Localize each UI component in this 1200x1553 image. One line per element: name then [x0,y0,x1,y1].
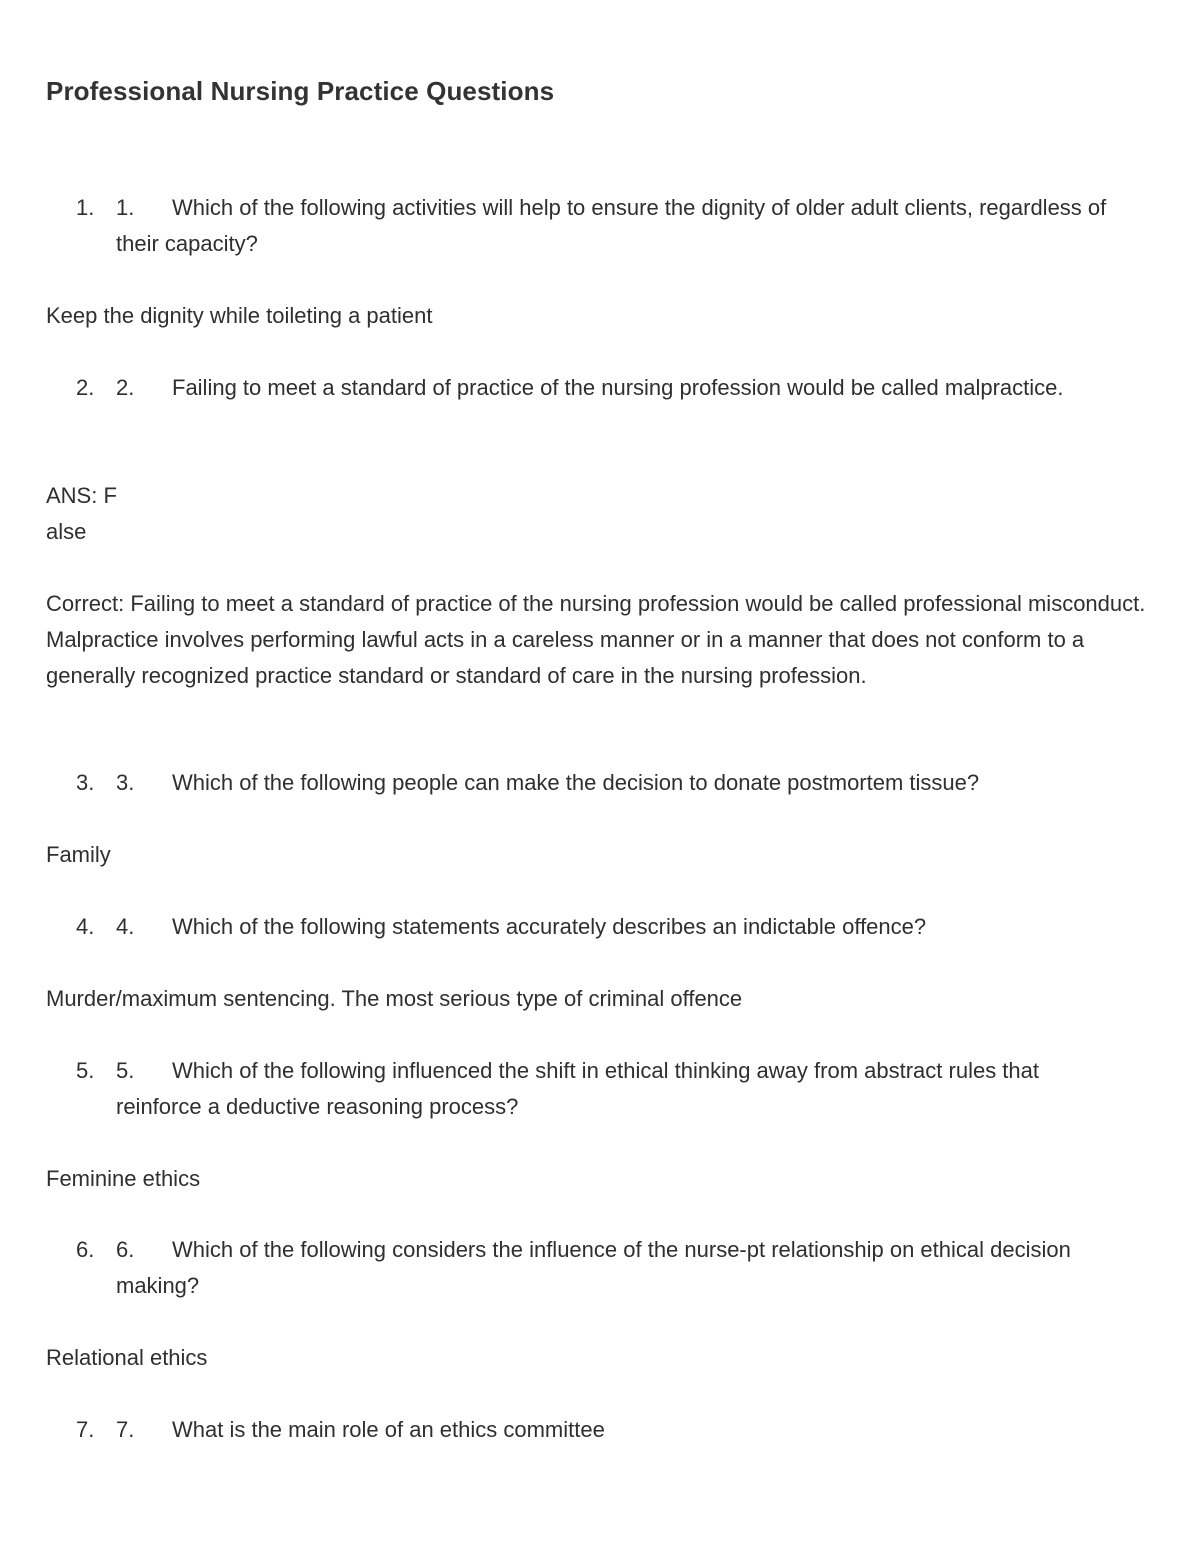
question-number: 6. [116,1237,135,1262]
question-text: Which of the following considers the influence of the nurse-pt relationship on ethical decision making? [116,1237,1071,1298]
question-text: Failing to meet a standard of practice of the nursing profession would be called malpractice. [172,375,1064,400]
list-number: 5. [76,1058,95,1083]
list-number: 1. [76,195,95,220]
question-number: 1. [116,195,135,220]
list-number: 3. [76,770,95,795]
list-number: 2. [76,375,95,400]
answer-text-4: Murder/maximum sentencing. The most serious type of criminal offence [46,986,743,1011]
question-text: Which of the following people can make the decision to donate postmortem tissue? [172,770,980,795]
answer-text-3: Family [46,842,111,867]
explanation-text-2: Correct: Failing to meet a standard of practice of the nursing profession would be called professional misconduct. Malpractice involves performing lawful acts in a careless manner or in a manner that does not conform to a generally recognized practice standard or standard of care in the nursing profession. [46,591,1146,688]
page-title: Professional Nursing Practice Questions [46,76,555,106]
answer-text-5: Feminine ethics [46,1166,201,1191]
answer-text-2-line1: ANS: F [46,483,117,508]
question-number: 5. [116,1058,135,1083]
answer-text-2-line2: alse [46,519,87,544]
question-text: Which of the following influenced the shift in ethical thinking away from abstract rules that reinforce a deductive reasoning process? [116,1058,1040,1119]
answer-text-1: Keep the dignity while toileting a patient [46,303,433,328]
answer-text-6: Relational ethics [46,1345,208,1370]
list-number: 7. [76,1417,95,1442]
question-number: 4. [116,914,135,939]
question-text: Which of the following activities will help to ensure the dignity of older adult clients, regardless of their capacity? [116,195,1107,256]
question-number: 2. [116,375,135,400]
question-text: What is the main role of an ethics committee [172,1417,605,1442]
list-number: 6. [76,1237,95,1262]
question-number: 3. [116,770,135,795]
list-number: 4. [76,914,95,939]
question-text: Which of the following statements accurately describes an indictable offence? [172,914,927,939]
question-number: 7. [116,1417,135,1442]
